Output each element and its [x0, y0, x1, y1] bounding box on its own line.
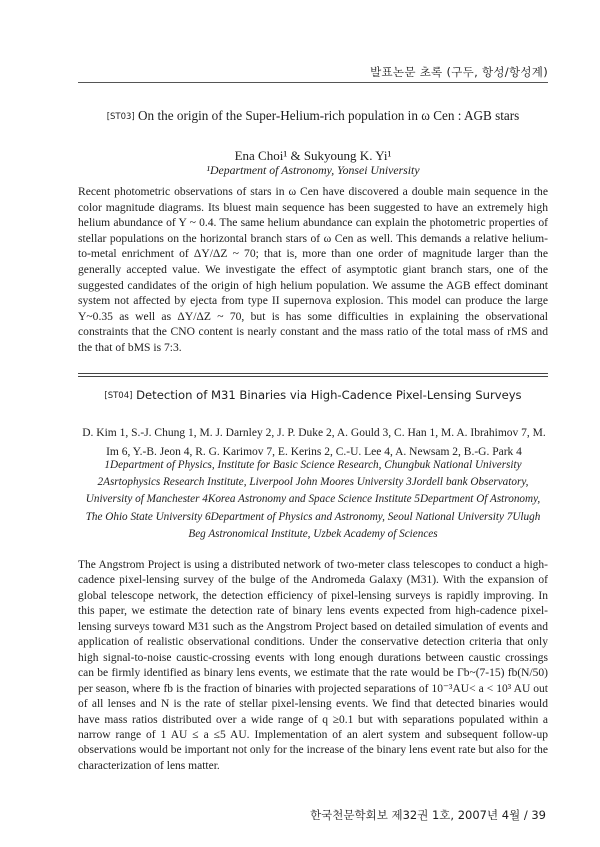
- section-divider: [78, 373, 548, 377]
- paper2-code: [ST04]: [104, 391, 133, 401]
- paper2-title: Detection of M31 Binaries via High-Cadence Pixel-Lensing Surveys: [136, 388, 522, 402]
- paper2-title-block: [78, 388, 548, 402]
- paper1-code: [ST03]: [106, 112, 135, 122]
- paper2-authors: D. Kim 1, S.-J. Chung 1, M. J. Darnley 2, J. P. Duke 2, A. Gould 3, C. Han 1, M. A. Ibrahimov 7, M. Im 6, Y.-B. Jeon 4, R. G. Karimov 7, E. Kerins 2, C.-U. Lee 4, A. Newsam 2, B.-G. Park 4: [82, 427, 546, 458]
- paper1-title: On the origin of the Super-Helium-rich population in ω Cen : AGB stars: [138, 108, 520, 123]
- paper1-abstract: Recent photometric observations of stars in ω Cen have discovered a double main sequence in the color magnitude diagrams. Its bluest main sequence has been suggested to have an extremely high helium abundance of Y ~ 0.4. The same helium abundance can explain the photometric properties of stellar populations on the horizontal branch stars of ω Cen as well. This demands a relative helium-to-metal enrichment of ΔY/ΔZ ~ 70; that is, more than one order of magnitude larger than the generally accepted value. We investigate the effect of asymptotic giant branch stars, one of the suggested candidates of the origin of high helium population. We assume the AGB effect dominant system not affected by ejecta from type II supernova explosion. This model can produce the large Y~0.35 as well as ΔY/ΔZ ~ 70, but is has some difficulties in explaining the observational constraints that the CNO content is nearly constant and the mass ratio of the total mass of rMS and the that of bMS is 7:3.: [78, 185, 548, 354]
- paper1-authors: Ena Choi¹ & Sukyoung K. Yi¹: [234, 148, 392, 163]
- page-footer: 한국천문학회보 제32권 1호, 2007년 4월 / 39: [310, 808, 546, 822]
- running-header: 발표논문 초록 (구두, 항성/항성계): [370, 65, 548, 79]
- paper2-affiliations: 1Department of Physics, Institute for Basic Science Research, Chungbuk National University 2Asrtophysics Research Institute, Liverpool John Moores University 3Jordell bank Observatory, University of Manchester 4Korea Astronomy and Space Science Institute 5Department Of Astronomy, The Ohio State University 6Department of Physics and Astronomy, Seoul National University 7Ulugh Beg Astronomical Institute, Uzbek Academy of Sciences: [85, 459, 541, 540]
- header-rule: [78, 82, 548, 83]
- paper1-title-block: [78, 106, 548, 127]
- paper1-affiliation: ¹Department of Astronomy, Yonsei University: [206, 163, 420, 177]
- paper2-abstract: The Angstrom Project is using a distributed network of two-meter class telescopes to conduct a high-cadence pixel-lensing survey of the bulge of the Andromeda Galaxy (M31). With the expansion of global telescope network, the detection efficiency of pixel-lensing surveys is rapidly improving. In this paper, we estimate the detection rate of binary lens events expected from high-cadence pixel-lensing surveys toward M31 such as the Angstrom Project based on detailed simulation of events and application of realistic observational conditions. Under the conservative detection criteria that only high signal-to-noise caustic-crossing events with long enough durations between caustic crossings can be firmly identified as binary lens events, we estimate that the rate would be Γb~(7-15) fb(N/50) per season, where fb is the fraction of binaries with projected separations of 10⁻³AU< a < 10³ AU out of all lenses and N is the rate of stellar pixel-lensing events. We find that detected binaries would have mass ratios distributed over a wide range of q ≥0.1 but with separations populated within a narrow range of 1 AU ≤ a ≤5 AU. Implementation of an alert system and subsequent follow-up observations would be important not only for the increase of the binary lens event rate but also for the characterization of lens matter.: [78, 559, 548, 772]
